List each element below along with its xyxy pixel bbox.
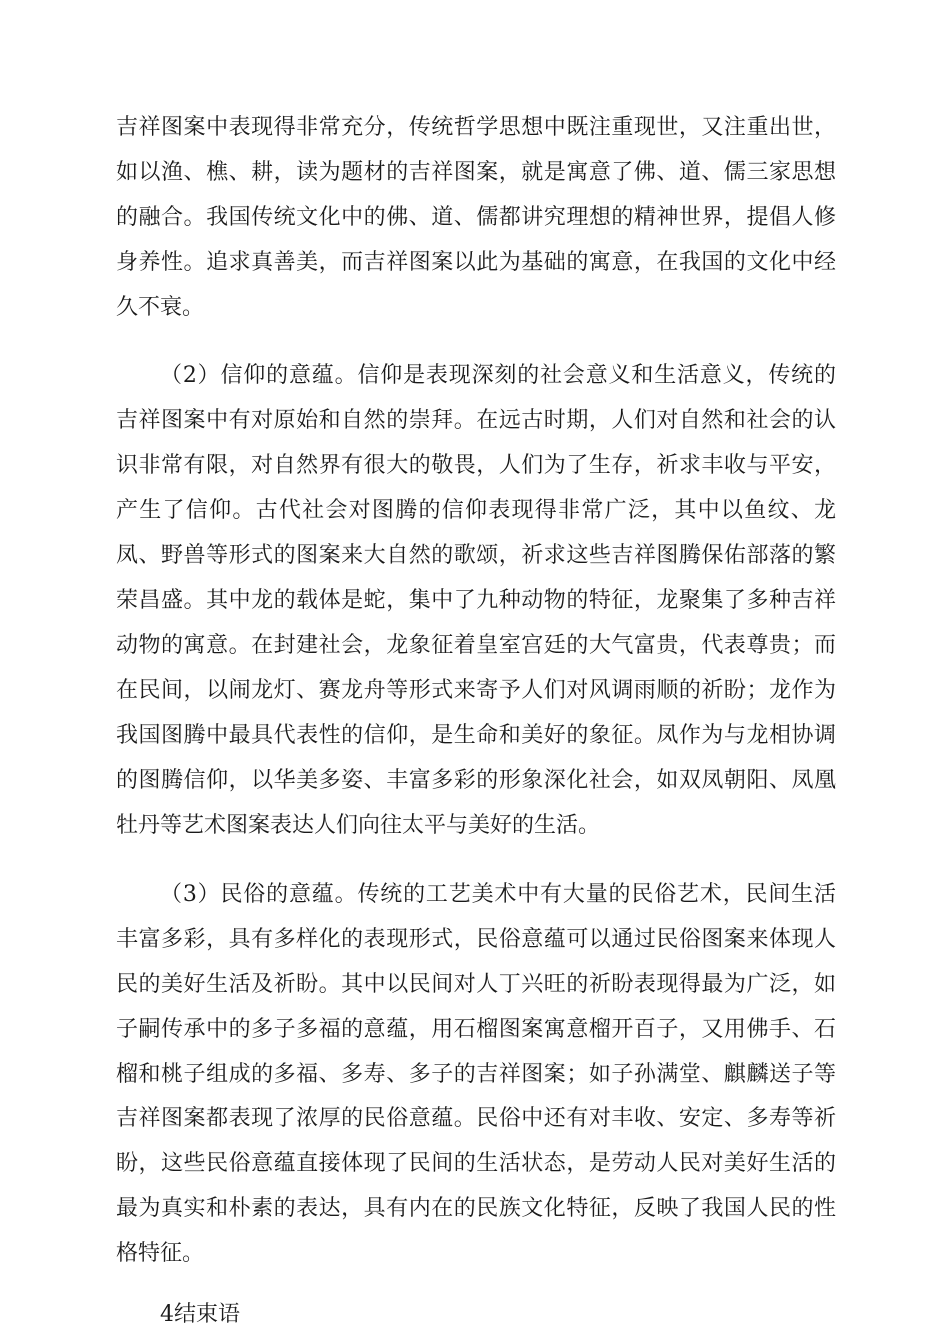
paragraph-1-line-4: 身养性。追求真善美，而吉祥图案以此为基础的寓意，在我国的文化中经 [116, 249, 836, 275]
paragraph-3-line-5: 榴和桃子组成的多福、多寿、多子的吉祥图案；如子孙满堂、麒麟送子等 [116, 1061, 836, 1087]
paragraph-2-line-3: 识非常有限，对自然界有很大的敬畏，人们为了生存，祈求丰收与平安， [116, 453, 836, 479]
paragraph-2-line-10: 的图腾信仰，以华美多姿、丰富多彩的形象深化社会，如双凤朝阳、凤凰 [116, 768, 836, 794]
paragraph-3-line-9: 格特征。 [116, 1241, 205, 1267]
paragraph-1-line-5: 久不衰。 [116, 294, 205, 320]
section-heading: 4结束语 [160, 1302, 240, 1327]
paragraph-1-line-2: 如以渔、樵、耕，读为题材的吉祥图案，就是寓意了佛、道、儒三家思想 [116, 160, 836, 185]
paragraph-1-line-1: 吉祥图案中表现得非常充分，传统哲学思想中既注重现世，又注重出世， [116, 115, 836, 140]
paragraph-2-line-7: 动物的寓意。在封建社会，龙象征着皇室宫廷的大气富贵，代表尊贵；而 [116, 633, 836, 659]
paragraph-2-line-1: （2）信仰的意蕴。信仰是表现深刻的社会意义和生活意义，传统的 [160, 363, 836, 389]
paragraph-2-line-9: 我国图腾中最具代表性的信仰，是生命和美好的象征。凤作为与龙相协调 [116, 723, 836, 749]
paragraph-3-line-2: 丰富多彩，具有多样化的表现形式，民俗意蕴可以通过民俗图案来体现人 [116, 926, 836, 952]
paragraph-2-line-11: 牡丹等艺术图案表达人们向往太平与美好的生活。 [116, 813, 601, 839]
paragraph-2-line-2: 吉祥图案中有对原始和自然的崇拜。在远古时期，人们对自然和社会的认 [116, 408, 836, 434]
paragraph-3-line-1: （3）民俗的意蕴。传统的工艺美术中有大量的民俗艺术，民间生活 [160, 881, 836, 907]
paragraph-2-line-4: 产生了信仰。古代社会对图腾的信仰表现得非常广泛，其中以鱼纹、龙 [116, 498, 836, 524]
paragraph-3-line-7: 盼，这些民俗意蕴直接体现了民间的生活状态，是劳动人民对美好生活的 [116, 1151, 836, 1177]
paragraph-1-line-3: 的融合。我国传统文化中的佛、道、儒都讲究理想的精神世界，提倡人修 [116, 205, 836, 230]
paragraph-3-line-8: 最为真实和朴素的表达，具有内在的民族文化特征，反映了我国人民的性 [116, 1196, 836, 1222]
paragraph-3-line-4: 子嗣传承中的多子多福的意蕴，用石榴图案寓意榴开百子，又用佛手、石 [116, 1016, 836, 1042]
paragraph-2-line-5: 凤、野兽等形式的图案来大自然的歌颂，祈求这些吉祥图腾保佑部落的繁 [116, 543, 836, 569]
paragraph-3-line-6: 吉祥图案都表现了浓厚的民俗意蕴。民俗中还有对丰收、安定、多寿等祈 [116, 1106, 836, 1132]
paragraph-2-line-8: 在民间，以闹龙灯、赛龙舟等形式来寄予人们对风调雨顺的祈盼；龙作为 [116, 678, 836, 704]
paragraph-2-line-6: 荣昌盛。其中龙的载体是蛇，集中了九种动物的特征，龙聚集了多种吉祥 [116, 588, 836, 614]
paragraph-3-line-3: 民的美好生活及祈盼。其中以民间对人丁兴旺的祈盼表现得最为广泛，如 [116, 971, 836, 997]
